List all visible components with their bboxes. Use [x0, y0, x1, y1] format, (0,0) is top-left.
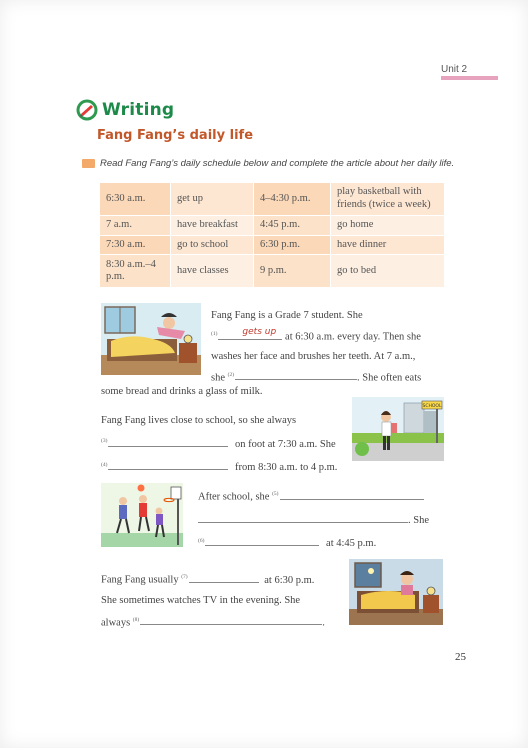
answer-text: gets up	[242, 326, 277, 337]
activity-cell: get up	[171, 183, 254, 216]
unit-label: Unit 2	[441, 64, 468, 75]
section-subtitle: Fang Fang’s daily life	[97, 128, 254, 143]
p3-line-1	[198, 485, 448, 507]
blank-number: (2)	[227, 371, 235, 378]
p4-line-1b: at 6:30 p.m.	[264, 574, 315, 586]
p3-line-3	[198, 532, 448, 554]
blank-number: (3)	[101, 438, 108, 444]
walking-to-school-illustration	[352, 397, 444, 461]
activity-cell: play basketball with friends (twice a week)	[331, 183, 445, 216]
time-cell: 7:30 a.m.	[100, 235, 171, 255]
p3-line-2-text: . She	[408, 514, 429, 526]
schedule-table	[99, 182, 445, 288]
bedtime-illustration	[349, 559, 443, 625]
answer-blank-1[interactable]	[218, 326, 282, 340]
table-row	[100, 183, 445, 216]
time-cell: 4:45 p.m.	[254, 216, 331, 236]
time-cell: 8:30 a.m.–4 p.m.	[100, 255, 171, 288]
basketball-illustration	[101, 483, 183, 547]
answer-blank-2[interactable]	[235, 366, 357, 380]
blank-number: (1)	[211, 331, 218, 337]
p3-line-2	[198, 509, 448, 530]
time-cell: 4–4:30 p.m.	[254, 183, 331, 216]
activity-cell: have breakfast	[171, 216, 254, 236]
activity-cell: go to school	[171, 235, 254, 255]
blank-number: (4)	[101, 461, 108, 468]
p4-line-1	[101, 568, 341, 590]
activity-cell: have classes	[171, 255, 254, 288]
paragraph-2	[101, 411, 351, 477]
blank-number: (6)	[198, 537, 205, 544]
table-row	[100, 235, 445, 255]
p2-line-2	[101, 432, 351, 454]
p1-line-4b: . She often eats	[357, 372, 422, 383]
p2-line-1: Fang Fang lives close to school, so she always	[101, 415, 297, 426]
p2-line-2-text: on foot at 7:30 a.m. She	[235, 438, 336, 450]
instruction-text: Read Fang Fang’s daily schedule below and complete the article about her daily life.	[100, 158, 455, 169]
paragraph-1	[211, 306, 451, 387]
answer-blank-7[interactable]	[189, 569, 259, 583]
p4-line-2: She sometimes watches TV in the evening. She	[101, 594, 301, 606]
p2-line-3-text: from 8:30 a.m. to 4 p.m.	[235, 462, 338, 473]
answer-blank-5-continued[interactable]	[198, 509, 408, 523]
instruction	[82, 158, 454, 169]
table-row	[100, 216, 445, 236]
p2-line-3	[101, 456, 351, 478]
activity-cell: go home	[331, 216, 445, 236]
p4-line-1a: Fang Fang usually	[101, 574, 179, 586]
paragraph-3	[198, 485, 448, 553]
pencil-icon	[76, 99, 98, 121]
sign-text: SCHOOL	[422, 404, 442, 409]
bedroom-wakeup-illustration	[101, 303, 201, 375]
p1-line-3: washes her face and brushes her teeth. At 7 a.m.,	[211, 350, 416, 362]
p1-line-2	[211, 325, 451, 347]
answer-blank-6[interactable]	[205, 532, 319, 546]
p4-line-3b: .	[322, 617, 325, 628]
p4-line-3	[101, 611, 341, 633]
time-cell: 6:30 a.m.	[100, 183, 171, 216]
answer-blank-8[interactable]	[140, 611, 322, 625]
section-title: Writing	[102, 100, 175, 120]
blank-number: (5)	[272, 491, 279, 497]
section-header	[76, 97, 174, 123]
activity-cell: go to bed	[331, 255, 445, 288]
p1-line-2-text: at 6:30 a.m. every day. Then she	[285, 331, 421, 343]
p1-line-5: some bread and drinks a glass of milk.	[101, 386, 263, 397]
answer-blank-3[interactable]	[108, 433, 228, 447]
p3-line-3-text: at 4:45 p.m.	[326, 538, 377, 549]
instruction-marker	[82, 159, 95, 168]
activity-cell: have dinner	[331, 235, 445, 255]
p1-line-4a: she	[211, 372, 225, 383]
unit-bar	[441, 76, 498, 80]
time-cell: 6:30 p.m.	[254, 235, 331, 255]
answer-blank-5[interactable]	[280, 486, 424, 500]
paragraph-4	[101, 568, 341, 632]
time-cell: 7 a.m.	[100, 216, 171, 236]
page-number: 25	[455, 651, 466, 663]
answer-blank-4[interactable]	[108, 456, 228, 470]
p3-line-1a: After school, she	[198, 491, 270, 503]
blank-number: (7)	[181, 574, 188, 580]
table-row	[100, 255, 445, 288]
blank-number: (8)	[132, 616, 140, 623]
time-cell: 9 p.m.	[254, 255, 331, 288]
p1-line-1: Fang Fang is a Grade 7 student. She	[211, 310, 363, 321]
p4-line-3a: always	[101, 617, 131, 628]
